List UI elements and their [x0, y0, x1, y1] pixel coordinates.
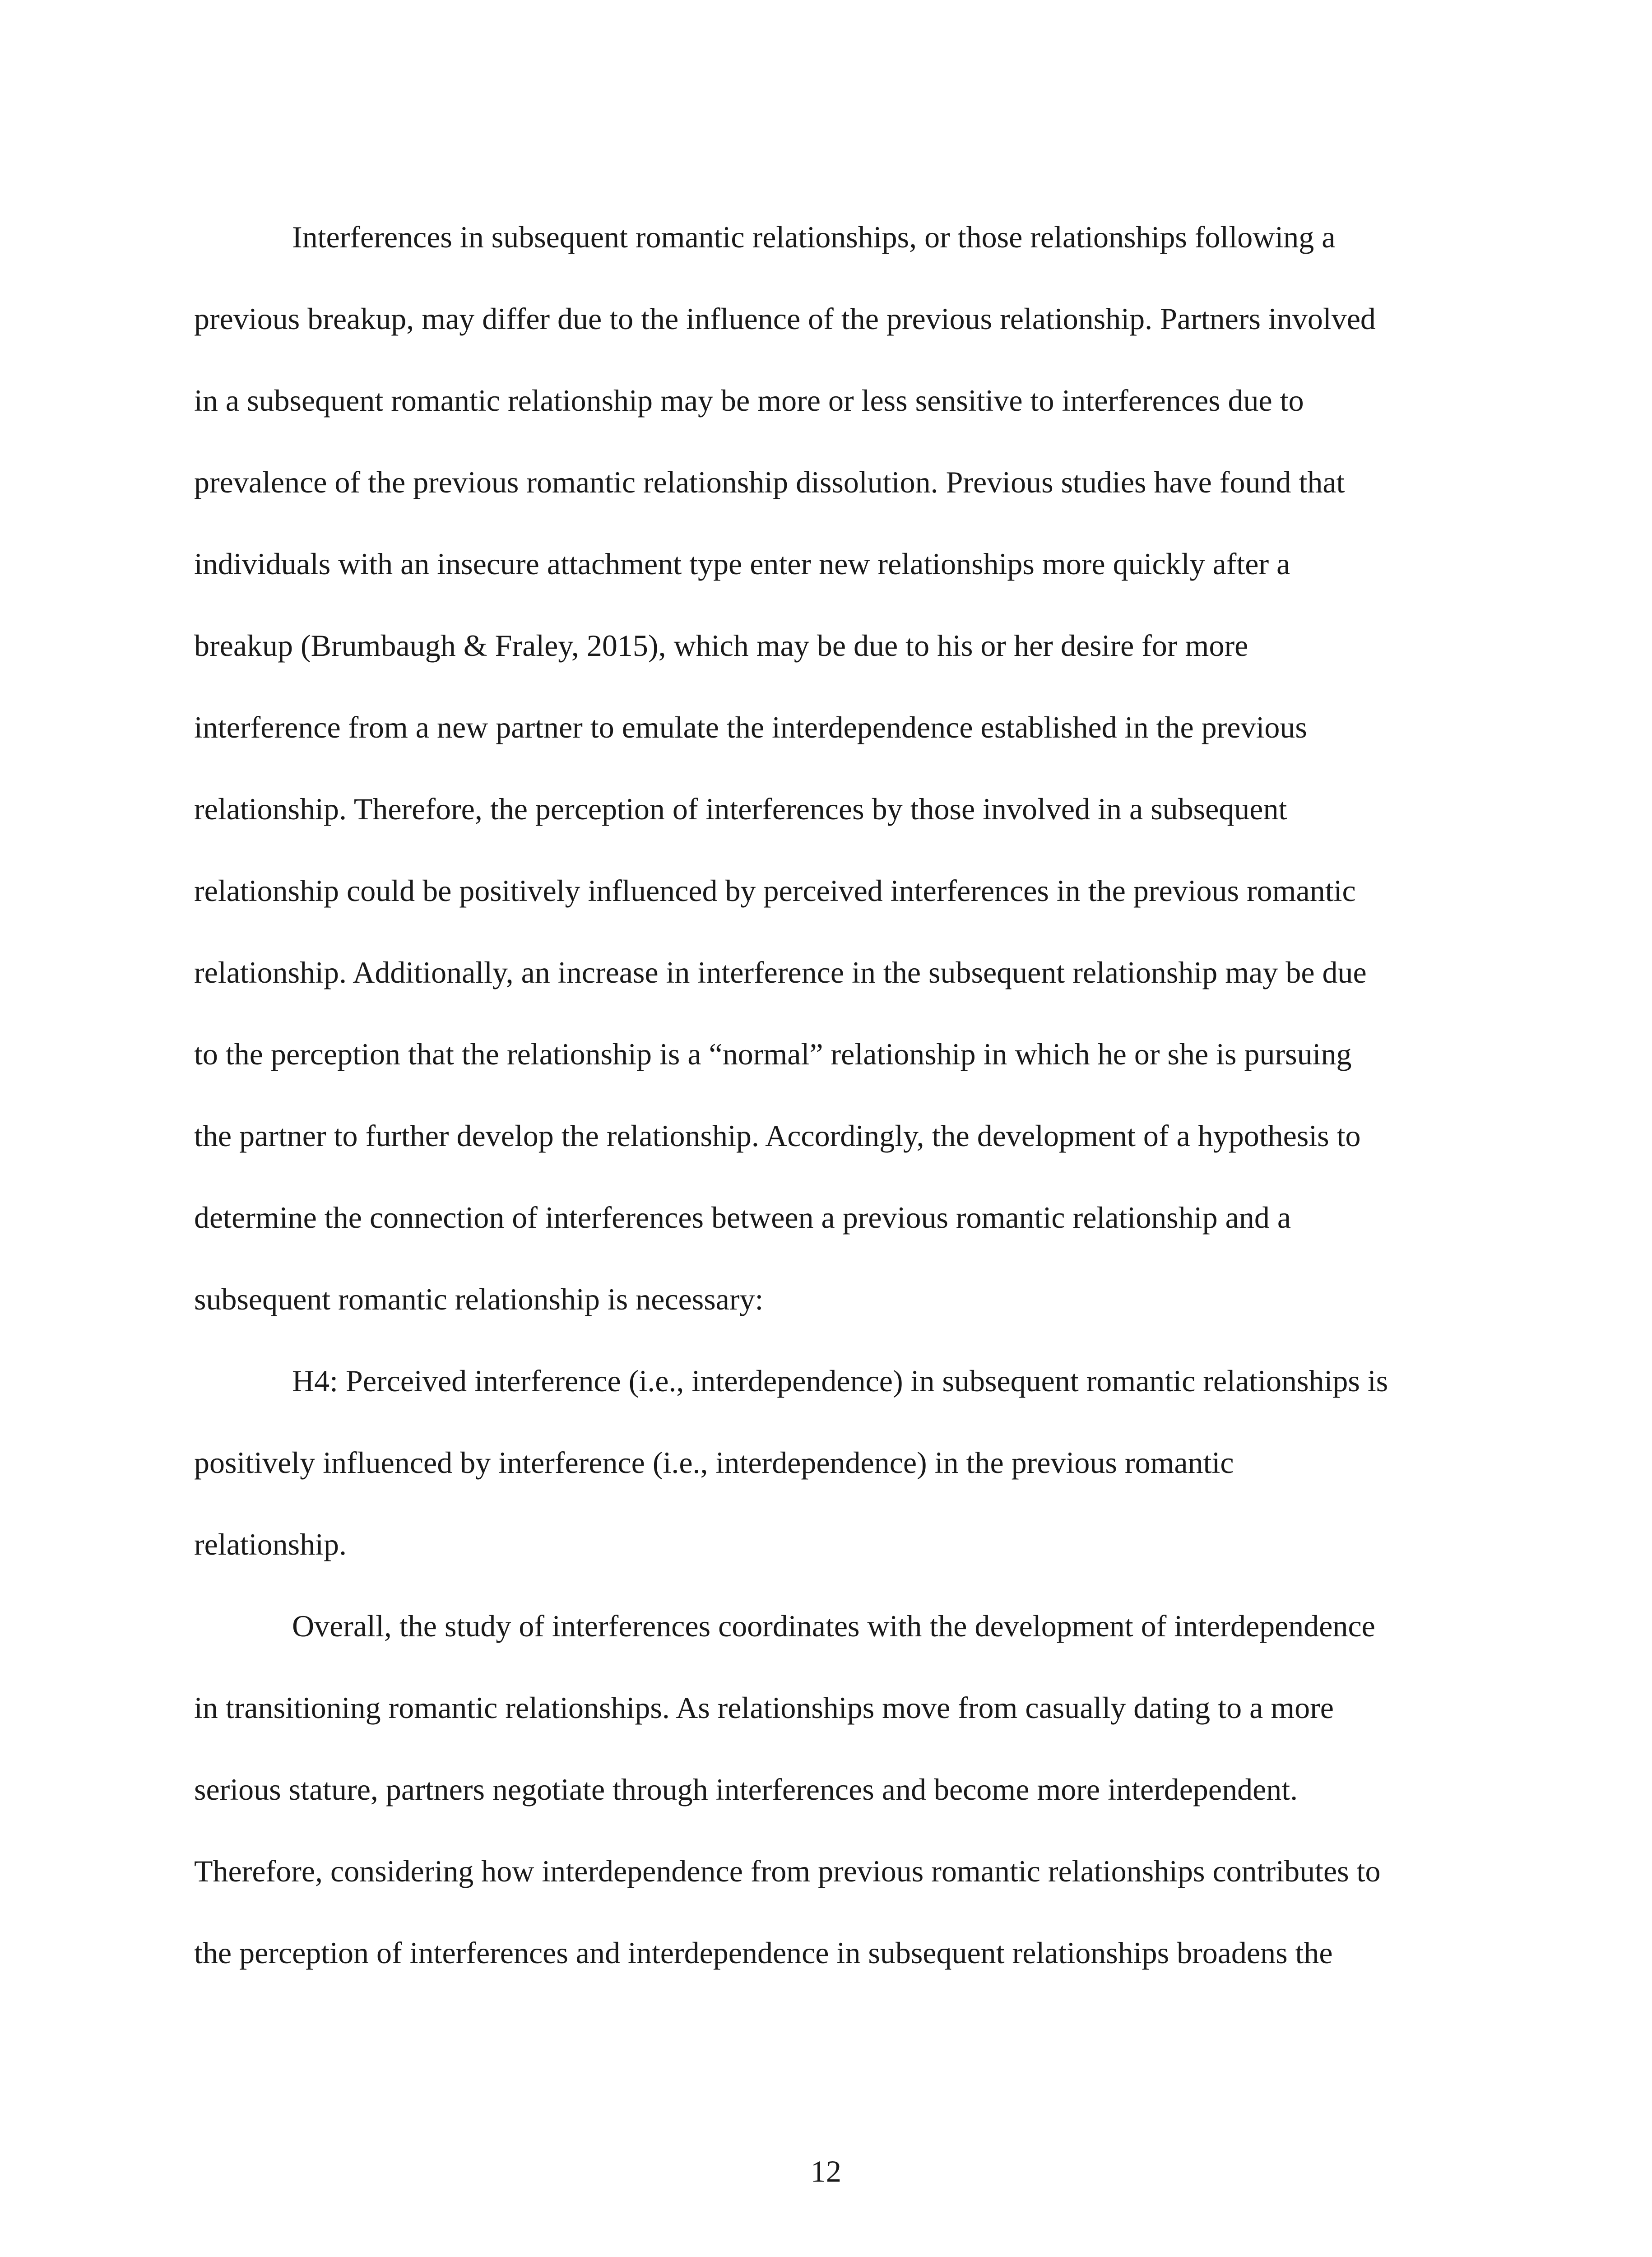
text-line-8: relationship. Therefore, the perception of interferences by those involved in a subsequent	[194, 792, 1287, 826]
hypothesis-line-2: positively influenced by interference (i.e., interdependence) in the previous romantic	[194, 1445, 1234, 1480]
text-line-9: relationship could be positively influenced by perceived interferences in the previous romantic	[194, 873, 1356, 908]
text-line-18: Overall, the study of interferences coordinates with the development of interdependence	[292, 1609, 1375, 1643]
text-line-11: to the perception that the relationship is a “normal” relationship in which he or she is pursuing	[194, 1037, 1352, 1071]
text-line-2: previous breakup, may differ due to the influence of the previous relationship. Partners involved	[194, 302, 1376, 336]
text-line-13: determine the connection of interferences between a previous romantic relationship and a	[194, 1200, 1291, 1235]
text-line-1: Interferences in subsequent romantic relationships, or those relationships following a	[292, 220, 1336, 254]
text-line-21: Therefore, considering how interdependence from previous romantic relationships contributes to	[194, 1854, 1381, 1888]
text-line-12: the partner to further develop the relationship. Accordingly, the development of a hypothesis to	[194, 1119, 1361, 1153]
text-line-5: individuals with an insecure attachment type enter new relationships more quickly after a	[194, 547, 1290, 581]
text-line-19: in transitioning romantic relationships. As relationships move from casually dating to a more	[194, 1690, 1334, 1725]
text-line-22: the perception of interferences and interdependence in subsequent relationships broadens the	[194, 1936, 1333, 1970]
text-line-4: prevalence of the previous romantic relationship dissolution. Previous studies have found that	[194, 465, 1345, 499]
hypothesis-line-3: relationship.	[194, 1527, 347, 1561]
text-line-20: serious stature, partners negotiate through interferences and become more interdependent.	[194, 1772, 1298, 1807]
text-line-7: interference from a new partner to emulate the interdependence established in the previous	[194, 710, 1307, 744]
hypothesis-line-1: H4: Perceived interference (i.e., interdependence) in subsequent romantic relationships is	[292, 1364, 1388, 1398]
text-line-10: relationship. Additionally, an increase in interference in the subsequent relationship may be due	[194, 955, 1367, 989]
body-text	[194, 196, 1462, 1994]
text-line-14: subsequent romantic relationship is necessary:	[194, 1282, 764, 1316]
text-line-3: in a subsequent romantic relationship may be more or less sensitive to interferences due to	[194, 383, 1304, 418]
text-line-6: breakup (Brumbaugh & Fraley, 2015), which may be due to his or her desire for more	[194, 628, 1248, 663]
page-number: 12	[811, 2154, 841, 2188]
